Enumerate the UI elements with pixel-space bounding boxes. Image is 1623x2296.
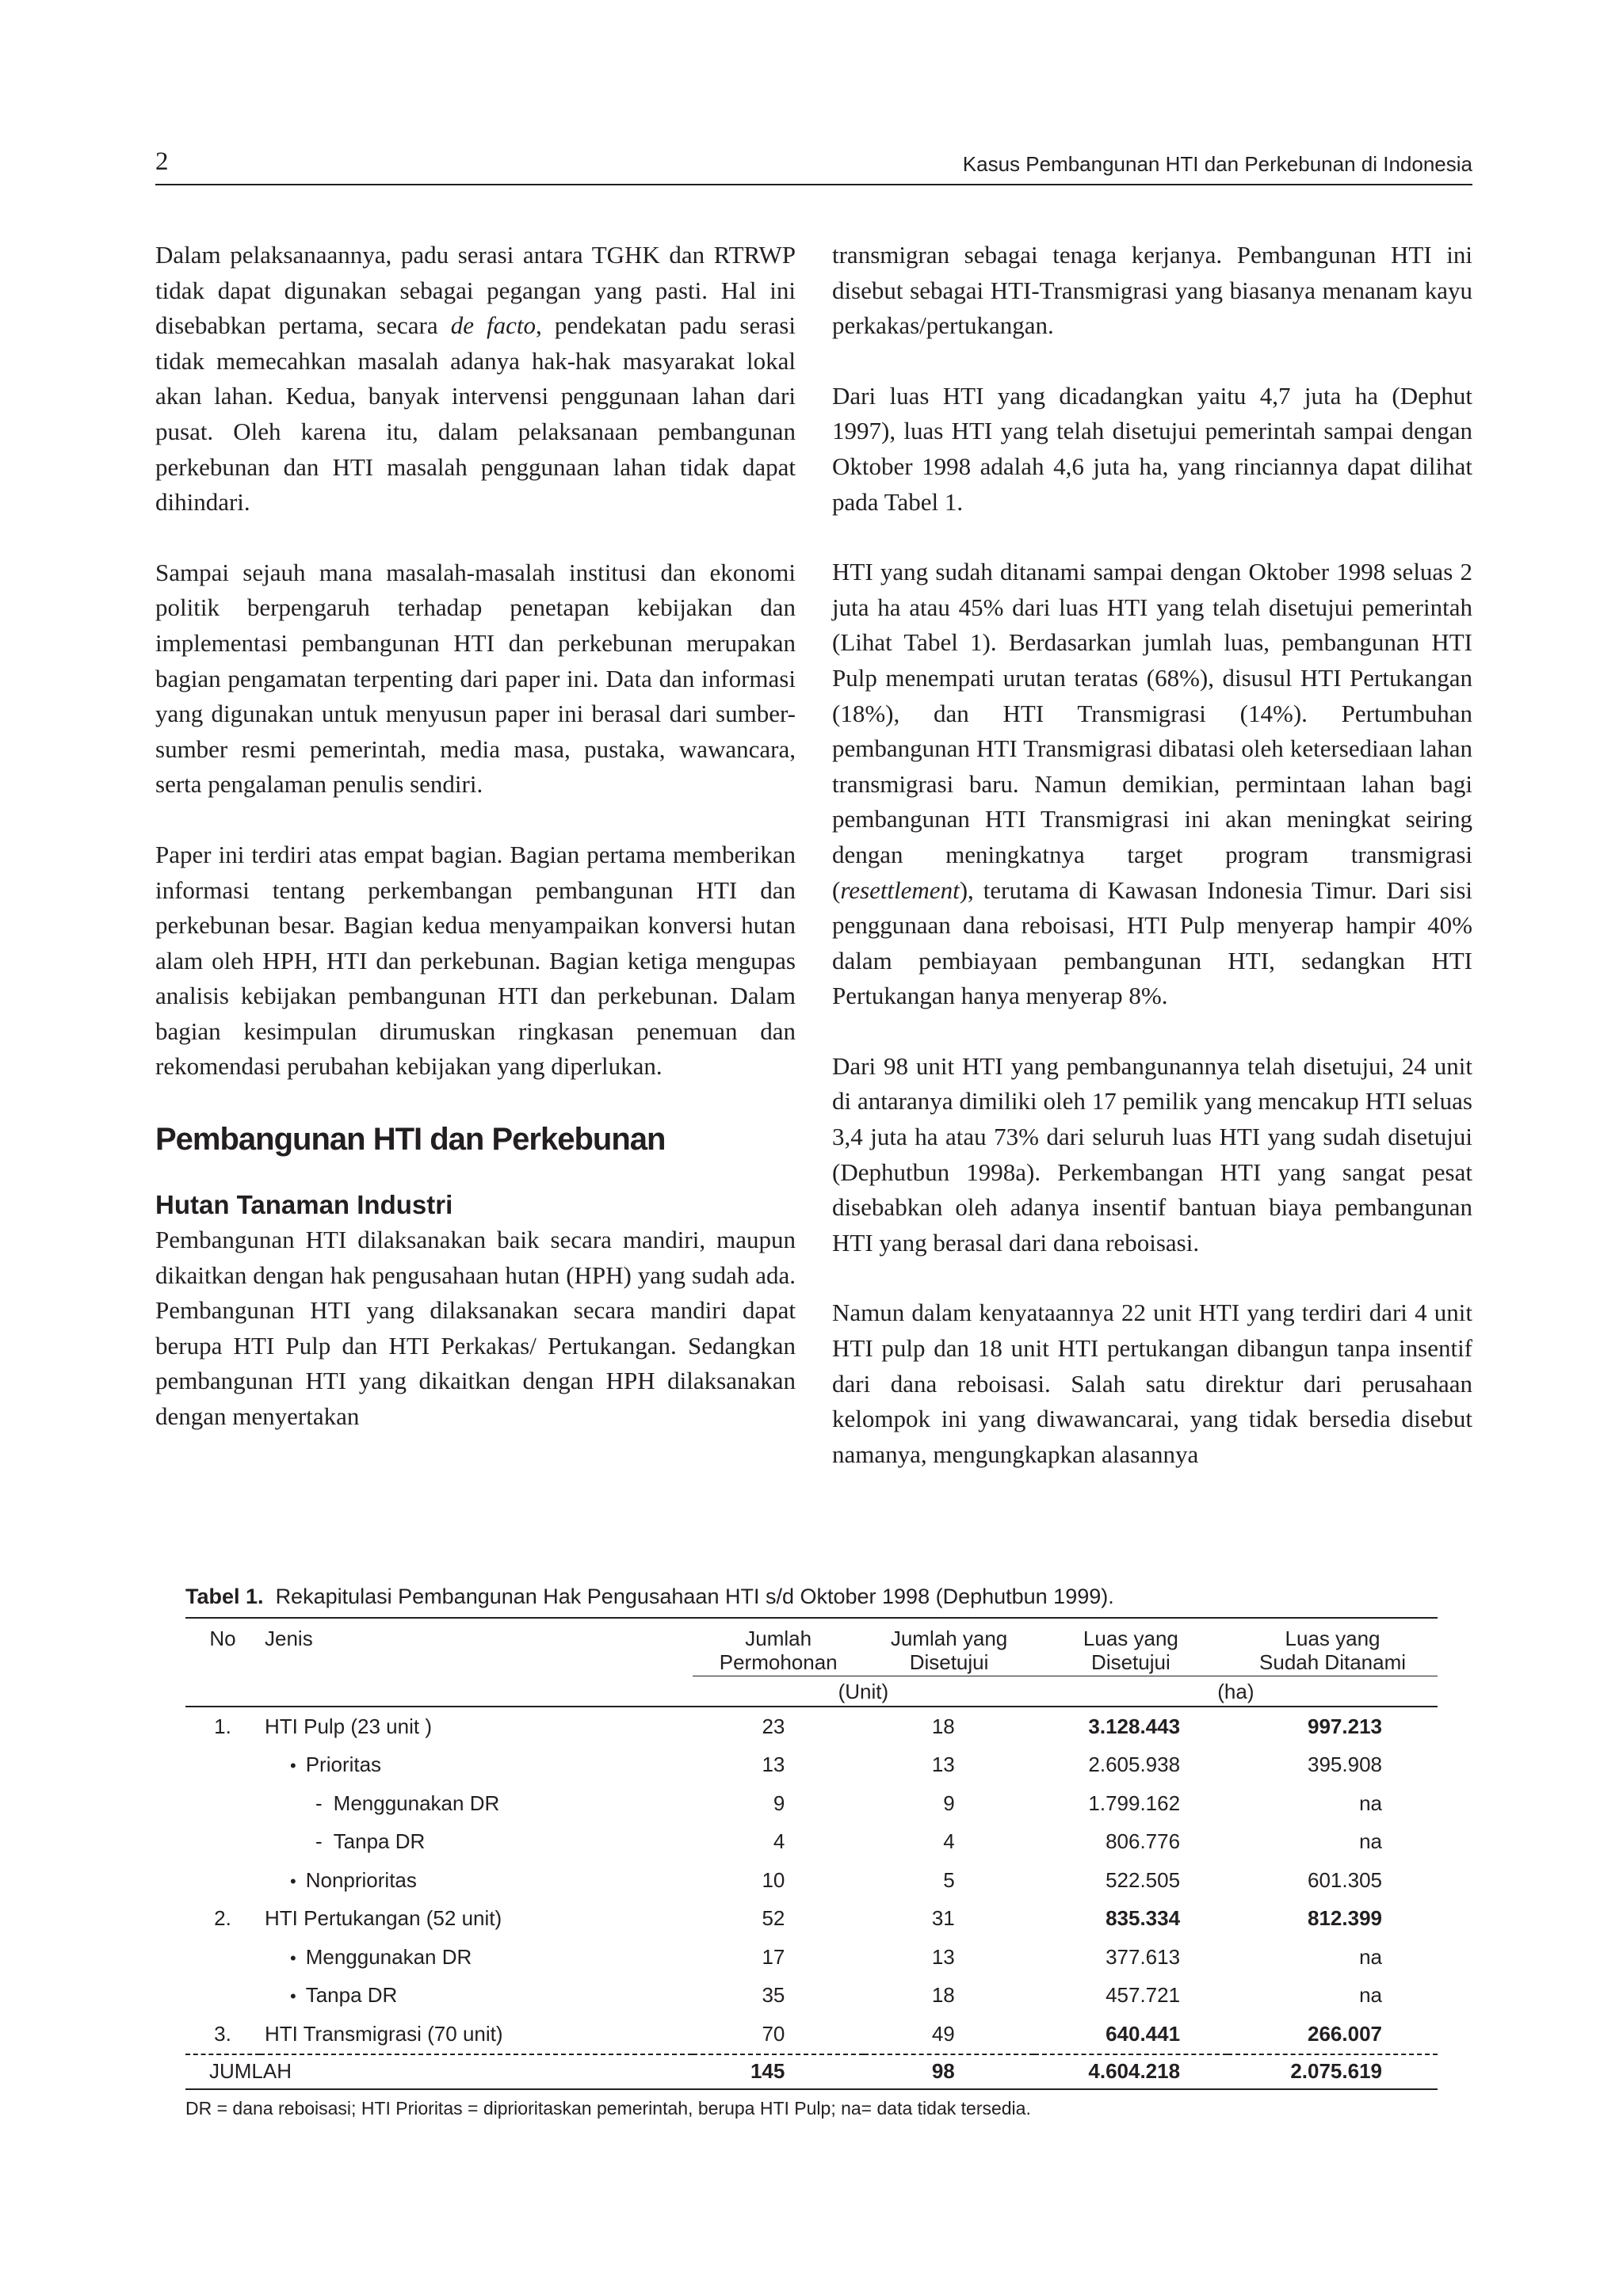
table-row: • Prioritas 13 13 2.605.938 395.908: [185, 1746, 1438, 1785]
table-row: - Tanpa DR 4 4 806.776 na: [185, 1823, 1438, 1862]
table-total-row: JUMLAH 145 98 4.604.218 2.075.619: [185, 2054, 1438, 2089]
table-row: - Menggunakan DR 9 9 1.799.162 na: [185, 1784, 1438, 1823]
table-footnote: DR = dana reboisasi; HTI Prioritas = diprioritaskan pemerintah, berupa HTI Pulp; na= data tidak tersedia.: [185, 2097, 1031, 2119]
section-heading: Pembangunan HTI dan Perkebunan: [155, 1122, 666, 1158]
table-1: [185, 1585, 1438, 2138]
header-unit-label: (Unit): [693, 1676, 1034, 1707]
italic-resettlement: resettlement: [840, 875, 960, 904]
dash-icon: [315, 1829, 334, 1853]
table-row: • Nonprioritas 10 5 522.505 601.305: [185, 1861, 1438, 1900]
left-column: [155, 238, 796, 1435]
page-number: 2: [155, 147, 169, 176]
bullet-icon: [290, 1868, 306, 1892]
table-row: • Menggunakan DR 17 13 377.613 na: [185, 1938, 1438, 1977]
left-paragraph-4: Pembangunan HTI dilaksanakan baik secara mandiri, maupun dikaitkan dengan hak pengusahaan hutan (HPH) yang sudah ada. Pembangunan HTI yang dilaksanakan secara mandiri dapat berupa HTI Pulp dan HTI Perkakas/ Pertukangan. Sedangkan pembangunan HTI yang dikaitkan dengan HPH dilaksanakan dengan menyertakan: [155, 1226, 796, 1431]
left-paragraph-1: Dalam pelaksanaannya, padu serasi antara TGHK dan RTRWP tidak dapat digunakan sebagai pegangan yang pasti. Hal ini disebabkan pertama, secara de facto, pendekatan padu serasi tidak memecahkan masalah adanya hak-hak masyarakat lokal akan lahan. Kedua, banyak intervensi penggunaan lahan dari pusat. Oleh karena itu, dalam pelaksanaan pembangunan perkebunan dan HTI masalah penggunaan lahan tidak dapat dihindari.: [155, 241, 796, 517]
header-no: No: [185, 1618, 260, 1676]
left-paragraph-2: Sampai sejauh mana masalah-masalah institusi dan ekonomi politik berpengaruh terhadap penetapan kebijakan dan implementasi pembangunan HTI dan perkebunan merupakan bagian pengamatan terpenting dari paper ini. Data dan informasi yang digunakan untuk menyusun paper ini berasal dari sumber-sumber resmi pemerintah, media masa, pustaka, wawancara, serta pengalaman penulis sendiri.: [155, 558, 796, 799]
bullet-icon: [290, 1983, 306, 2007]
table-row: 1. HTI Pulp (23 unit ) 23 18 3.128.443 997.213: [214, 1714, 1382, 1738]
running-header: [155, 147, 1472, 185]
header-luas-disetujui: Luas yang Disetujui: [1034, 1618, 1228, 1676]
subheading: Hutan Tanaman Industri: [155, 1190, 453, 1220]
right-paragraph-3: HTI yang sudah ditanami sampai dengan Oktober 1998 seluas 2 juta ha atau 45% dari luas HTI yang telah disetujui pemerintah (Lihat Tabel 1). Berdasarkan jumlah luas, pembangunan HTI Pulp menempati urutan teratas (68%), disusul HTI Pertukangan (18%), dan HTI Transmigrasi (14%). Pertumbuhan pembangunan HTI Transmigrasi dibatasi oleh ketersediaan lahan transmigrasi baru. Namun demikian, permintaan lahan bagi pembangunan HTI Transmigrasi ini akan meningkat seiring dengan meningkatnya target program transmigrasi (resettlement), terutama di Kawasan Indonesia Timur. Dari sisi penggunaan dana reboisasi, HTI Pulp menyerap hampir 40% dalam pembiayaan pembangunan HTI, sedangkan HTI Pertukangan hanya menyerap 8%.: [832, 558, 1472, 1010]
header-jenis: Jenis: [260, 1618, 693, 1676]
bullet-icon: [290, 1753, 306, 1776]
header-jumlah-disetujui: Jumlah yang Disetujui: [864, 1618, 1033, 1676]
header-luas-ditanami: Luas yang Sudah Ditanami: [1228, 1618, 1438, 1676]
dash-icon: [315, 1791, 334, 1815]
right-paragraph-5: Namun dalam kenyataannya 22 unit HTI yang terdiri dari 4 unit HTI pulp dan 18 unit HTI pertukangan dibangun tanpa insentif dari dana reboisasi. Salah satu direktur dari perusahaan kelompok ini yang diwawancarai, yang tidak bersedia disebut namanya, mengungkapkan alasannya: [832, 1299, 1472, 1468]
table-row: 2. HTI Pertukangan (52 unit) 52 31 835.334 812.399: [214, 1906, 1382, 1931]
table-caption-label: Tabel 1.: [185, 1585, 264, 1608]
right-paragraph-1: transmigran sebagai tenaga kerjanya. Pembangunan HTI ini disebut sebagai HTI-Transmigrasi yang biasanya menanam kayu perkakas/pertukangan.: [832, 241, 1472, 340]
right-paragraph-2: Dari luas HTI yang dicadangkan yaitu 4,7 juta ha (Dephut 1997), luas HTI yang telah disetujui pemerintah sampai dengan Oktober 1998 adalah 4,6 juta ha, yang rinciannya dapat dilihat pada Tabel 1.: [832, 381, 1472, 516]
italic-de-facto: de facto: [450, 311, 537, 340]
table-caption: [185, 1585, 1438, 1609]
table-row: 3. HTI Transmigrasi (70 unit) 70 49 640.441 266.007: [214, 2021, 1382, 2046]
header-ha-label: (ha): [1034, 1676, 1438, 1707]
right-paragraph-4: Dari 98 unit HTI yang pembangunannya telah disetujui, 24 unit di antaranya dimiliki oleh 17 pemilik yang mencakup HTI seluas 3,4 juta ha atau 73% dari seluruh luas HTI yang sudah disetujui (Dephutbun 1998a). Perkembangan HTI yang sangat pesat disebabkan oleh adanya insentif bantuan biaya pembangunan HTI yang berasal dari dana reboisasi.: [832, 1051, 1472, 1257]
right-column: [832, 238, 1472, 1472]
data-table: [185, 1617, 1438, 2090]
table-row: • Tanpa DR 35 18 457.721 na: [185, 1977, 1438, 2016]
running-title: Kasus Pembangunan HTI dan Perkebunan di Indonesia: [962, 152, 1472, 176]
header-jumlah-permohonan: Jumlah Permohonan: [693, 1618, 864, 1676]
bullet-icon: [290, 1945, 306, 1969]
table-caption-text: Rekapitulasi Pembangunan Hak Pengusahaan HTI s/d Oktober 1998 (Dephutbun 1999).: [275, 1585, 1114, 1608]
left-paragraph-3: Paper ini terdiri atas empat bagian. Bagian pertama memberikan informasi tentang perkembangan pembangunan HTI dan perkebunan besar. Bagian kedua menyampaikan konversi hutan alam oleh HPH, HTI dan perkebunan. Bagian ketiga mengupas analisis kebijakan pembangunan HTI dan perkebunan. Dalam bagian kesimpulan dirumuskan ringkasan penemuan dan rekomendasi perubahan kebijakan yang diperlukan.: [155, 840, 796, 1081]
